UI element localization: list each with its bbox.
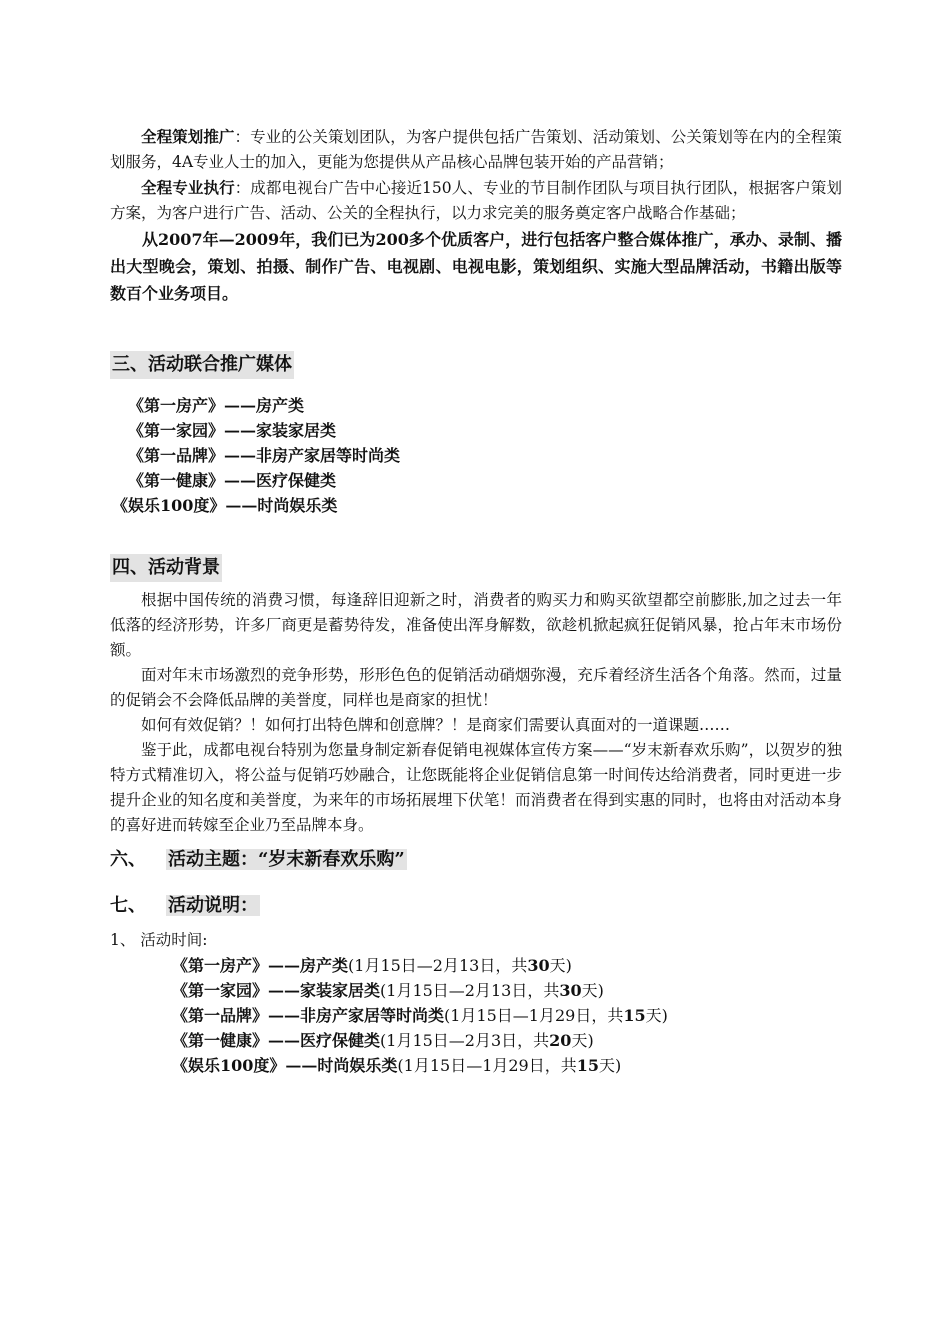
media-item: 《娱乐100度》——时尚娱乐类 (112, 496, 338, 515)
section7-heading (110, 892, 842, 920)
background-paragraph: 鉴于此，成都电视台特别为您量身制定新春促销电视媒体宣传方案——“岁末新春欢乐购”，以贺岁的独特方式精准切入，将公益与促销巧妙融合，让您既能将企业促销信息第一时间传达给消费者，同时更进一步提升企业的知名度和美誉度，为来年的市场拓展埋下伏笔！而消费者在得到实惠的同时，也将由对活动本身的喜好进而转嫁至企业乃至品牌本身。 (110, 741, 842, 834)
media-item: 《第一家园》——家装家居类 (128, 421, 337, 440)
media-item: 《第一健康》——医疗保健类 (128, 471, 337, 490)
section6-title: 活动主题：“岁末新春欢乐购” (168, 849, 405, 870)
time-item: 《第一房产》——房产类(1月15日—2月13日，共30天) (172, 956, 572, 975)
document-page (110, 124, 842, 1078)
section3-heading: 三、活动联合推广媒体 (110, 351, 294, 379)
planning-text: ：专业的公关策划团队，为客户提供包括广告策划、活动策划、公关策划等在内的全程策划服务，4A专业人士的加入，更能为您提供从产品核心品牌包装开始的产品营销； (110, 128, 842, 171)
execution-label: 全程专业执行 (141, 178, 235, 197)
section7-title: 活动说明： (168, 895, 258, 916)
time-item: 《第一家园》——家装家居类(1月15日—2月13日，共30天) (172, 981, 604, 1000)
intro-paragraph-planning (110, 124, 842, 175)
background-paragraph: 根据中国传统的消费习惯，每逢辞旧迎新之时，消费者的购买力和购买欲望都空前膨胀,加之过去一年低落的经济形势，许多厂商更是蓄势待发，准备使出浑身解数，欲趁机掀起疯狂促销风暴，抢占年末市场份额。 (110, 591, 842, 659)
time-item: 《第一健康》——医疗保健类(1月15日—2月3日，共20天) (172, 1031, 594, 1050)
activity-time-label: 1、 活动时间: (110, 931, 208, 949)
media-item: 《第一房产》——房产类 (128, 396, 305, 415)
section6-heading (110, 846, 842, 874)
background-paragraph: 如何有效促销？！如何打出特色牌和创意牌？！是商家们需要认真面对的一道课题…… (141, 716, 731, 734)
media-list (110, 393, 842, 518)
time-item: 《第一品牌》——非房产家居等时尚类(1月15日—1月29日，共15天) (172, 1006, 668, 1025)
activity-time-list (110, 953, 842, 1078)
intro-paragraph-execution (110, 175, 842, 226)
execution-text: ：成都电视台广告中心接近150人、专业的节目制作团队与项目执行团队，根据客户策划方案，为客户进行广告、活动、公关的全程执行，以力求完美的服务奠定客户战略合作基础； (110, 179, 842, 222)
intro-paragraph-achievements: 从2007年—2009年，我们已为200多个优质客户，进行包括客户整合媒体推广，承办、录制、播出大型晚会，策划、拍摄、制作广告、电视剧、电视电影，策划组织、实施大型品牌活动，书籍出版等数百个业务项目。 (110, 230, 842, 303)
media-item: 《第一品牌》——非房产家居等时尚类 (128, 446, 401, 465)
section7-number: 七、 (110, 895, 146, 916)
section6-number: 六、 (110, 849, 146, 870)
background-paragraph: 面对年末市场激烈的竞争形势，形形色色的促销活动硝烟弥漫，充斥着经济生活各个角落。然而，过量的促销会不会降低品牌的美誉度，同样也是商家的担忧！ (110, 666, 842, 709)
planning-label: 全程策划推广 (141, 127, 235, 146)
section4-heading: 四、活动背景 (110, 554, 222, 582)
time-item: 《娱乐100度》——时尚娱乐类(1月15日—1月29日，共15天) (172, 1056, 622, 1075)
